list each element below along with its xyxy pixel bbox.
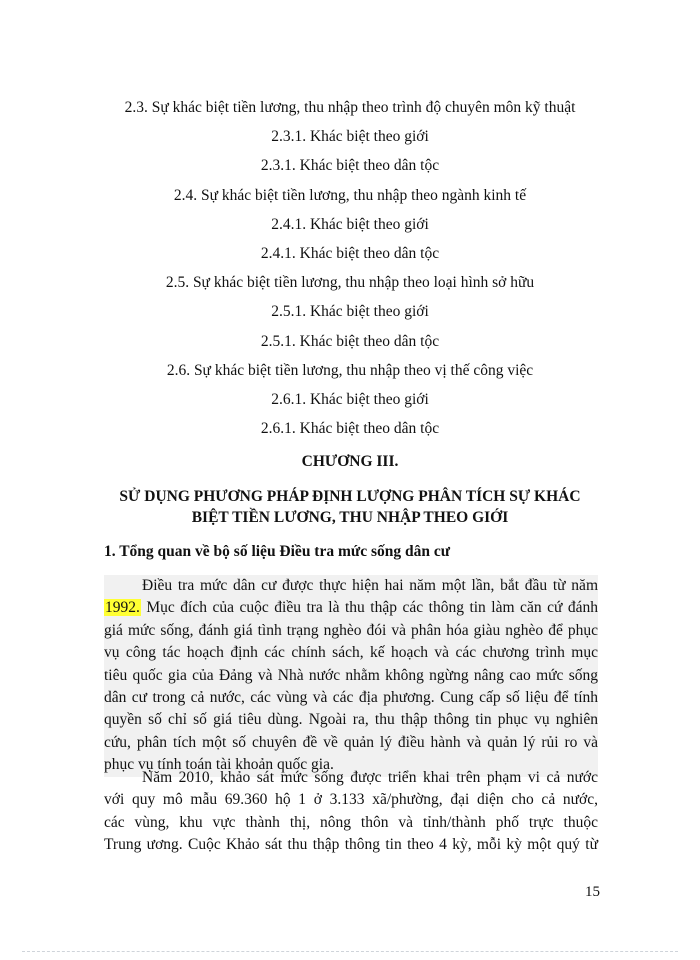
table-of-contents <box>0 93 700 443</box>
chapter-subtitle-line: SỬ DỤNG PHƯƠNG PHÁP ĐỊNH LƯỢNG PHÂN TÍCH SỰ KHÁC <box>119 488 581 505</box>
paragraph-line: phục vụ tính toán tài khoản quốc gia. <box>104 756 334 774</box>
paragraph-line: quyền số chỉ số giá tiêu dùng. Ngoài ra, thu thập thông tin phục vụ nghiên <box>104 711 598 729</box>
paragraph-line: các vùng, khu vực thành thị, nông thôn và tỉnh/thành phố trực thuộc <box>104 813 598 831</box>
paragraph-line: Trung ương. Cuộc Khảo sát thu thập thông tin theo 4 kỳ, mỗi kỳ một quý từ <box>104 836 598 854</box>
page-bottom-divider <box>22 951 678 952</box>
toc-item: 2.6.1. Khác biệt theo giới <box>271 391 429 409</box>
toc-item: 2.3.1. Khác biệt theo dân tộc <box>260 157 440 175</box>
toc-item: 2.3.1. Khác biệt theo giới <box>271 128 429 146</box>
toc-item: 2.4. Sự khác biệt tiền lương, thu nhập theo ngành kinh tế <box>173 186 527 204</box>
paragraph-line: Điều tra mức dân cư được thực hiện hai năm một lần, bắt đầu từ năm <box>142 577 598 594</box>
paragraph-line: dân cư trong cả nước, các vùng và các địa phương. Cung cấp số liệu để tính <box>104 688 598 706</box>
toc-item: 2.4.1. Khác biệt theo giới <box>271 215 429 233</box>
toc-item: 2.5.1. Khác biệt theo giới <box>271 303 429 321</box>
toc-item: 2.6.1. Khác biệt theo dân tộc <box>260 420 440 438</box>
paragraph-line-text: Mục đích của cuộc điều tra là thu thập các thông tin làm căn cứ đánh <box>140 599 598 617</box>
section-heading: 1. Tổng quan về bộ số liệu Điều tra mức sống dân cư <box>104 543 451 560</box>
paragraph-line <box>104 597 598 619</box>
paragraph-line: với quy mô mẫu 69.360 hộ 1 ở 3.133 xã/phường, đại diện cho cả nước, <box>104 791 598 809</box>
toc-item: 2.5.1. Khác biệt theo dân tộc <box>260 332 440 350</box>
paragraph-line: tiêu quốc gia của Đảng và Nhà nước nhằm không ngừng nâng cao mức sống <box>104 666 598 684</box>
chapter-subtitle <box>102 486 598 528</box>
paragraph-survey-2010 <box>104 767 598 857</box>
toc-item: 2.3. Sự khác biệt tiền lương, thu nhập theo trình độ chuyên môn kỹ thuật <box>124 99 576 116</box>
chapter-subtitle-line: BIỆT TIỀN LƯƠNG, THU NHẬP THEO GIỚI <box>191 509 509 526</box>
page-number: 15 <box>585 884 600 900</box>
toc-item: 2.6. Sự khác biệt tiền lương, thu nhập theo vị thế công việc <box>166 361 534 379</box>
paragraph-line: Năm 2010, khảo sát mức sống được triển khai trên phạm vi cả nước <box>142 769 598 786</box>
paragraph-survey-overview <box>104 575 598 777</box>
toc-item: 2.5. Sự khác biệt tiền lương, thu nhập theo loại hình sở hữu <box>165 274 535 292</box>
paragraph-line: cứu, phân tích một số chuyên đề về quản lý điều hành và quản lý rủi ro và <box>104 733 598 751</box>
paragraph-line: vụ công tác hoạch định các chính sách, kế hoạch và các chương trình mục <box>104 644 598 662</box>
chapter-title: CHƯƠNG III. <box>301 453 399 470</box>
paragraph-line: giá mức sống, đánh giá tình trạng nghèo đói và phân hóa giàu nghèo để phục <box>104 621 598 639</box>
highlighted-year: 1992. <box>105 599 140 617</box>
toc-item: 2.4.1. Khác biệt theo dân tộc <box>260 245 440 263</box>
